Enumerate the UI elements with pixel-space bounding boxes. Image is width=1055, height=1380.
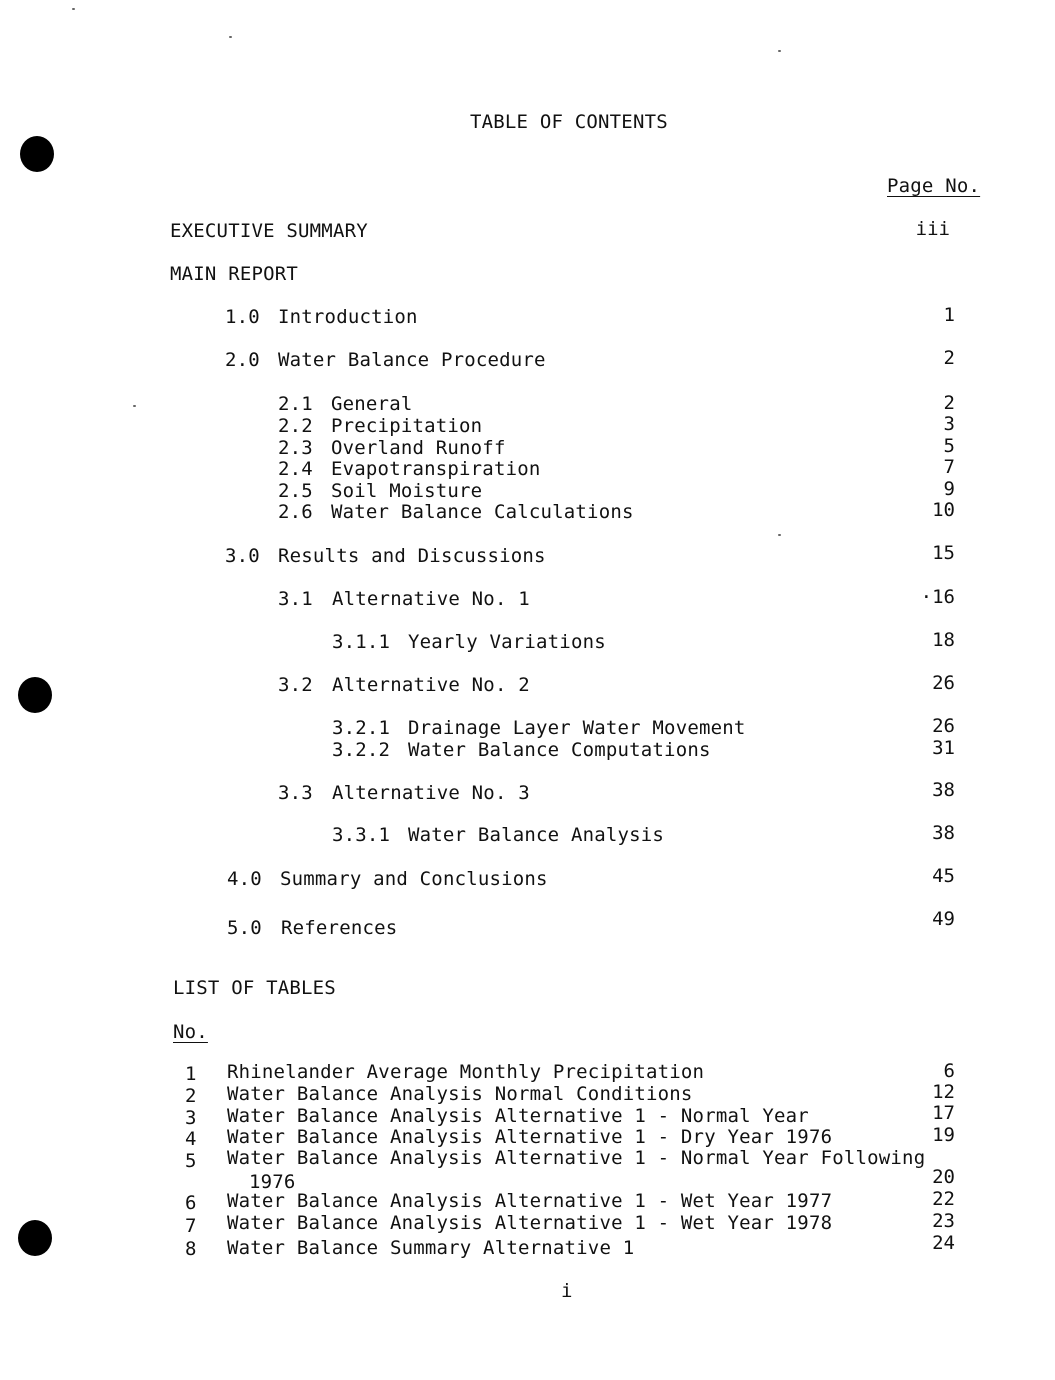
table-list-title: Water Balance Analysis Alternative 1 - Wet Year 1978 xyxy=(227,1212,833,1234)
toc-entry-page: 1 xyxy=(943,304,955,326)
table-list-page: 20 xyxy=(932,1166,955,1188)
toc-entry-title: Water Balance Calculations xyxy=(331,501,634,523)
toc-entry-number: 2.4 xyxy=(278,458,313,480)
table-list-title: Water Balance Analysis Alternative 1 - Normal Year Following xyxy=(227,1147,926,1169)
toc-entry-page: 2 xyxy=(943,392,955,414)
toc-entry-number: 2.3 xyxy=(278,437,313,459)
punch-hole-middle xyxy=(18,677,52,713)
page-title: TABLE OF CONTENTS xyxy=(470,111,668,133)
toc-entry-number: 2.6 xyxy=(278,501,313,523)
toc-entry-page: 18 xyxy=(932,629,955,651)
toc-entry-title: Yearly Variations xyxy=(408,631,606,653)
footer-page-number: i xyxy=(561,1280,573,1302)
toc-entry-number: 1.0 xyxy=(225,306,260,328)
toc-entry-number: 3.1.1 xyxy=(332,631,391,653)
toc-entry-number: 3.3 xyxy=(278,782,313,804)
toc-entry-page: 49 xyxy=(932,908,955,930)
scan-speck xyxy=(72,8,75,10)
toc-entry-page: 45 xyxy=(932,865,955,887)
table-list-title-continuation: 1976 xyxy=(249,1171,296,1193)
punch-hole-top xyxy=(20,136,54,172)
scan-speck xyxy=(229,36,232,38)
scan-speck xyxy=(778,534,781,536)
scan-speck xyxy=(133,405,136,407)
table-list-number: 7 xyxy=(185,1215,197,1237)
toc-entry-number: 2.1 xyxy=(278,393,313,415)
table-number-column-header: No. xyxy=(173,1021,208,1043)
toc-entry-page: 9 xyxy=(943,478,955,500)
toc-entry-title: Soil Moisture xyxy=(331,480,483,502)
table-list-title: Water Balance Summary Alternative 1 xyxy=(227,1237,635,1259)
table-list-number: 2 xyxy=(185,1085,197,1107)
table-list-page: 23 xyxy=(932,1210,955,1232)
table-list-number: 8 xyxy=(185,1238,197,1260)
toc-entry-title: Results and Discussions xyxy=(278,545,546,567)
table-list-number: 5 xyxy=(185,1150,197,1172)
toc-entry-number: 2.0 xyxy=(225,349,260,371)
toc-entry-title: Introduction xyxy=(278,306,418,328)
table-list-number: 4 xyxy=(185,1128,197,1150)
toc-entry-number: 5.0 xyxy=(227,917,262,939)
executive-summary-label: EXECUTIVE SUMMARY xyxy=(170,220,368,242)
table-list-number: 3 xyxy=(185,1107,197,1129)
table-list-title: Water Balance Analysis Alternative 1 - Normal Year xyxy=(227,1105,809,1127)
toc-entry-number: 3.2 xyxy=(278,674,313,696)
toc-entry-title: Water Balance Procedure xyxy=(278,349,546,371)
punch-hole-bottom xyxy=(18,1220,52,1256)
toc-entry-page: 15 xyxy=(932,542,955,564)
toc-entry-title: Alternative No. 1 xyxy=(332,588,530,610)
toc-entry-title: Summary and Conclusions xyxy=(280,868,548,890)
toc-entry-title: References xyxy=(281,917,398,939)
toc-entry-number: 3.2.1 xyxy=(332,717,391,739)
toc-entry-title: Water Balance Computations xyxy=(408,739,711,761)
toc-entry-page: 2 xyxy=(943,347,955,369)
table-list-page: 6 xyxy=(943,1060,955,1082)
main-report-label: MAIN REPORT xyxy=(170,263,299,285)
table-list-page: 12 xyxy=(932,1081,955,1103)
list-of-tables-label: LIST OF TABLES xyxy=(173,977,336,999)
table-list-page: 17 xyxy=(932,1102,955,1124)
toc-entry-title: Alternative No. 2 xyxy=(332,674,530,696)
table-list-page: 22 xyxy=(932,1188,955,1210)
table-list-number: 6 xyxy=(185,1192,197,1214)
toc-entry-title: Water Balance Analysis xyxy=(408,824,665,846)
toc-entry-page: 38 xyxy=(932,779,955,801)
toc-entry-title: Precipitation xyxy=(331,415,483,437)
executive-summary-page: iii xyxy=(915,218,950,240)
toc-entry-number: 3.3.1 xyxy=(332,824,391,846)
toc-entry-number: 2.5 xyxy=(278,480,313,502)
toc-entry-title: Overland Runoff xyxy=(331,437,506,459)
toc-entry-page: 31 xyxy=(932,737,955,759)
toc-entry-page: 26 xyxy=(932,672,955,694)
toc-entry-title: Alternative No. 3 xyxy=(332,782,530,804)
toc-entry-title: General xyxy=(331,393,413,415)
toc-entry-page: 10 xyxy=(932,499,955,521)
table-list-title: Water Balance Analysis Normal Conditions xyxy=(227,1083,693,1105)
toc-entry-number: 2.2 xyxy=(278,415,313,437)
toc-entry-page: 7 xyxy=(943,456,955,478)
table-list-page: 19 xyxy=(932,1124,955,1146)
page-number-column-header: Page No. xyxy=(887,175,981,197)
toc-entry-title: Drainage Layer Water Movement xyxy=(408,717,746,739)
toc-entry-number: 3.0 xyxy=(225,545,260,567)
table-list-page: 24 xyxy=(932,1232,955,1254)
toc-entry-number: 3.2.2 xyxy=(332,739,391,761)
table-list-title: Water Balance Analysis Alternative 1 - Wet Year 1977 xyxy=(227,1190,833,1212)
toc-entry-page: 3 xyxy=(943,413,955,435)
table-list-title: Water Balance Analysis Alternative 1 - Dry Year 1976 xyxy=(227,1126,833,1148)
toc-entry-page: 26 xyxy=(932,715,955,737)
scan-speck xyxy=(778,50,781,52)
toc-entry-title: Evapotranspiration xyxy=(331,458,541,480)
toc-entry-page: 5 xyxy=(943,435,955,457)
table-list-title: Rhinelander Average Monthly Precipitation xyxy=(227,1061,705,1083)
toc-entry-number: 3.1 xyxy=(278,588,313,610)
toc-entry-page: 38 xyxy=(932,822,955,844)
toc-entry-number: 4.0 xyxy=(227,868,262,890)
toc-entry-page: ·16 xyxy=(920,586,955,608)
table-list-number: 1 xyxy=(185,1063,197,1085)
